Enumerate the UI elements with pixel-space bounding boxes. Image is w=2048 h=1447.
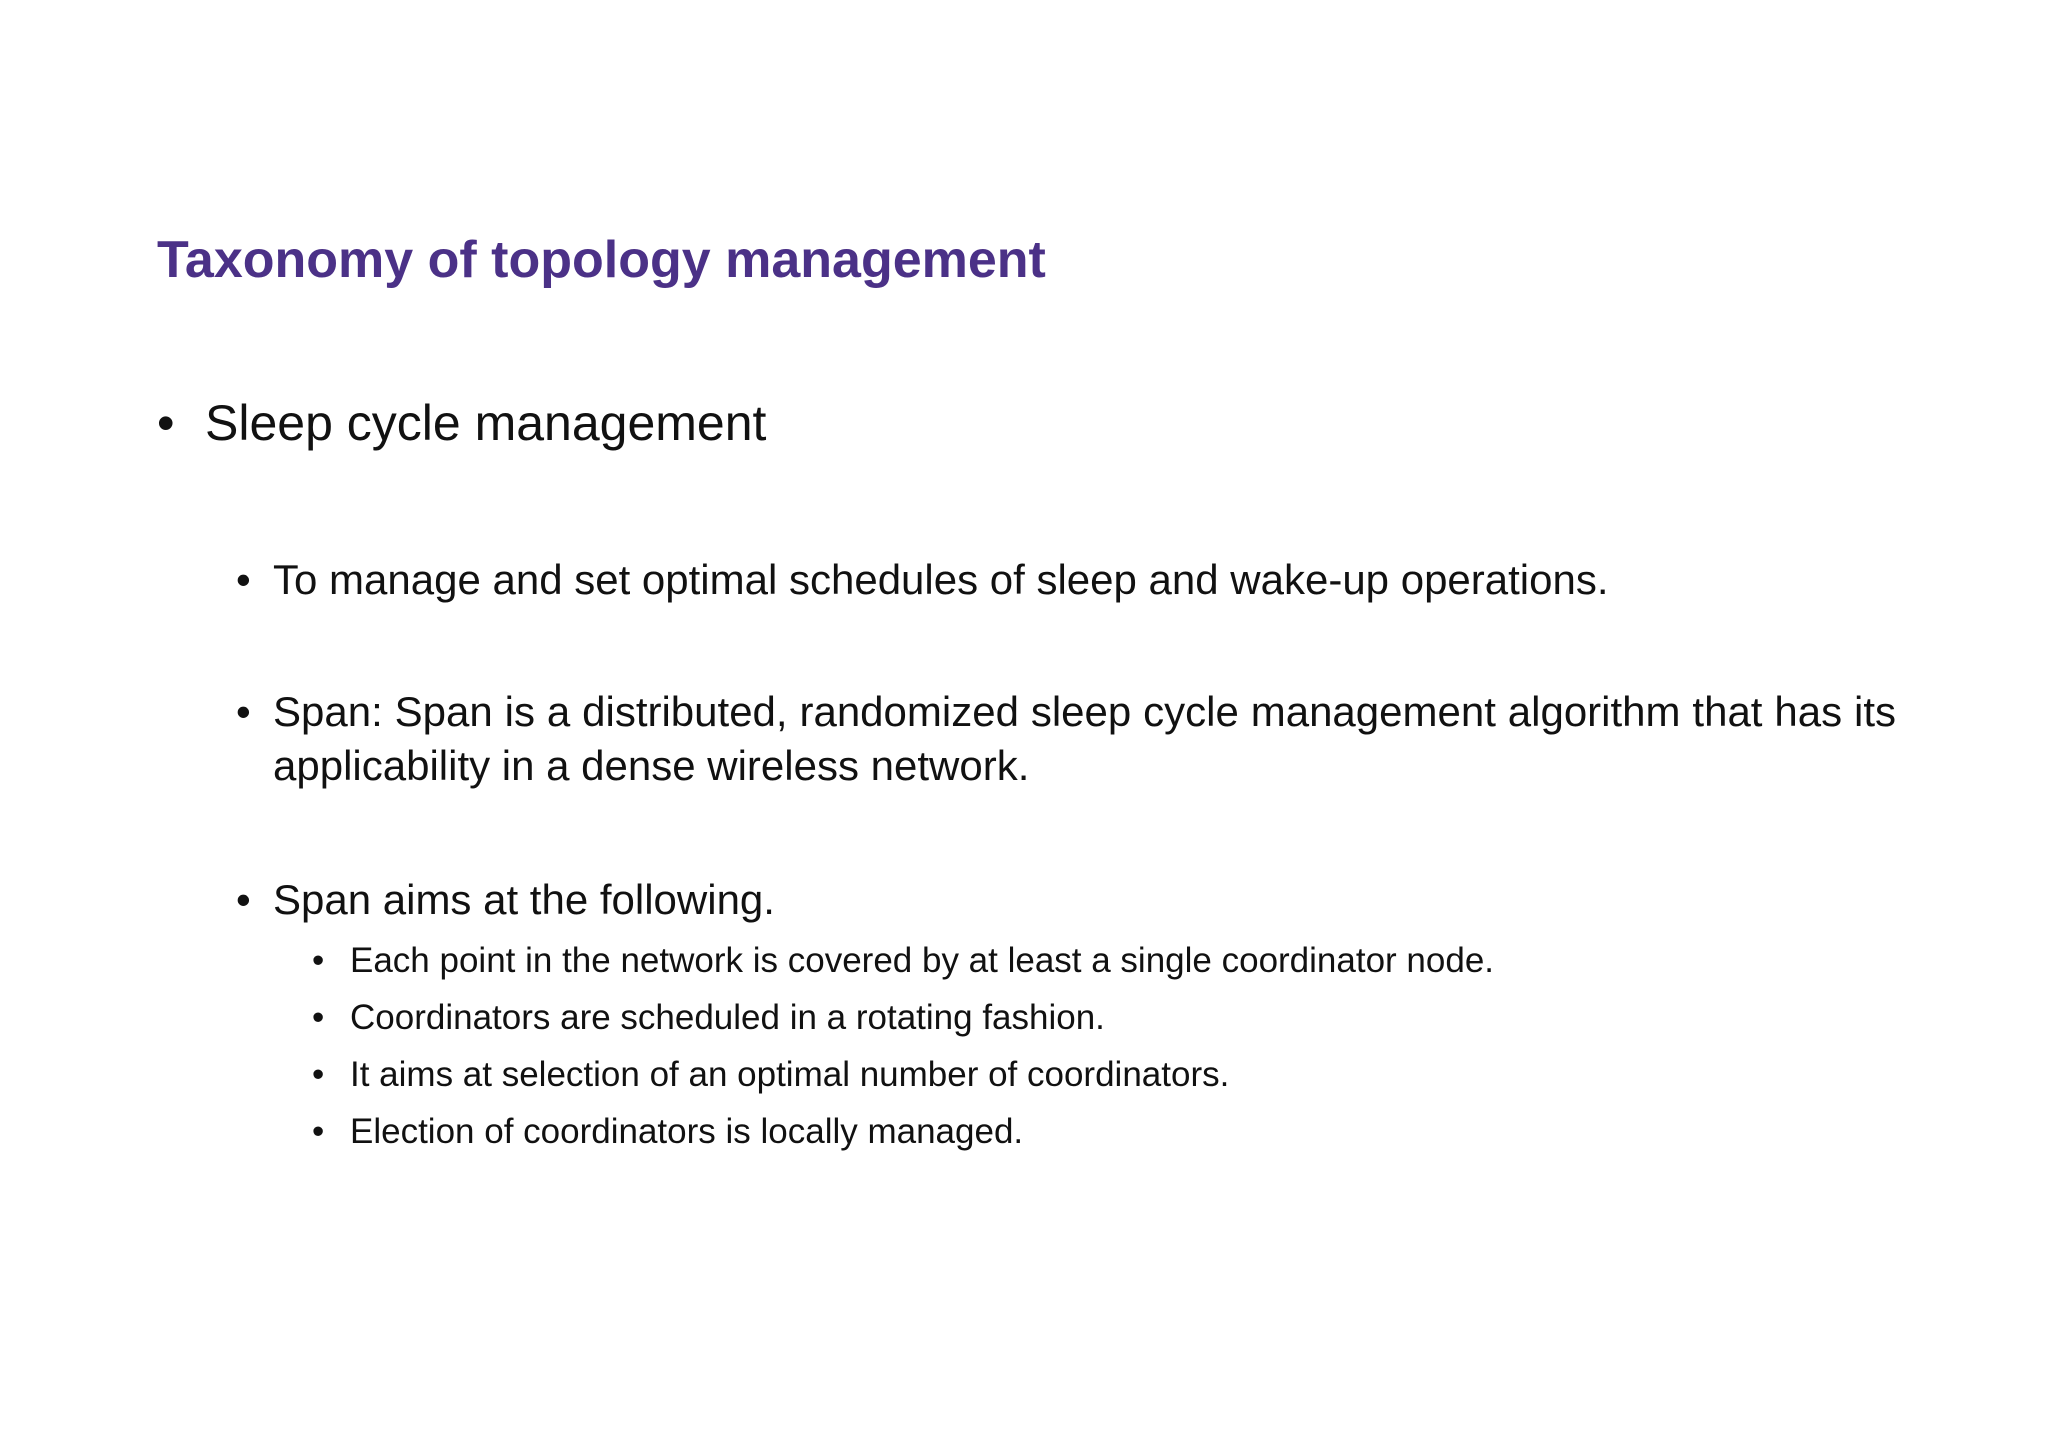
bullet-text: Each point in the network is covered by at least a single coordinator node. [350,941,1495,980]
bullet-text: Coordinators are scheduled in a rotating fashion. [350,998,1105,1037]
bullet-dot-icon: • [312,998,325,1037]
bullet-span-definition [236,685,1896,793]
bullet-text: To manage and set optimal schedules of sleep and wake-up operations. [273,556,1609,603]
bullet-text: Span: Span is a distributed, randomized sleep cycle management algorithm that has its applicability in a dense wireless network. [273,688,1896,789]
sub-bullet-coverage [312,938,1812,984]
bullet-dot-icon: • [157,395,175,451]
bullet-dot-icon: • [236,556,251,603]
bullet-text: It aims at selection of an optimal number of coordinators. [350,1055,1230,1094]
bullet-dot-icon: • [236,876,251,923]
bullet-dot-icon: • [236,688,251,735]
sub-bullet-rotation [312,995,1812,1041]
bullet-manage-schedules [236,553,1896,607]
bullet-text: Sleep cycle management [205,395,767,451]
bullet-span-aims [236,873,1896,927]
bullet-dot-icon: • [312,941,325,980]
slide-title: Taxonomy of topology management [157,231,1046,289]
bullet-sleep-cycle-management [157,393,1057,453]
bullet-text: Span aims at the following. [273,876,775,923]
bullet-dot-icon: • [312,1055,325,1094]
bullet-dot-icon: • [312,1112,325,1151]
bullet-text: Election of coordinators is locally managed. [350,1112,1024,1151]
sub-bullet-optimal-number [312,1052,1812,1098]
sub-bullet-election [312,1109,1812,1155]
